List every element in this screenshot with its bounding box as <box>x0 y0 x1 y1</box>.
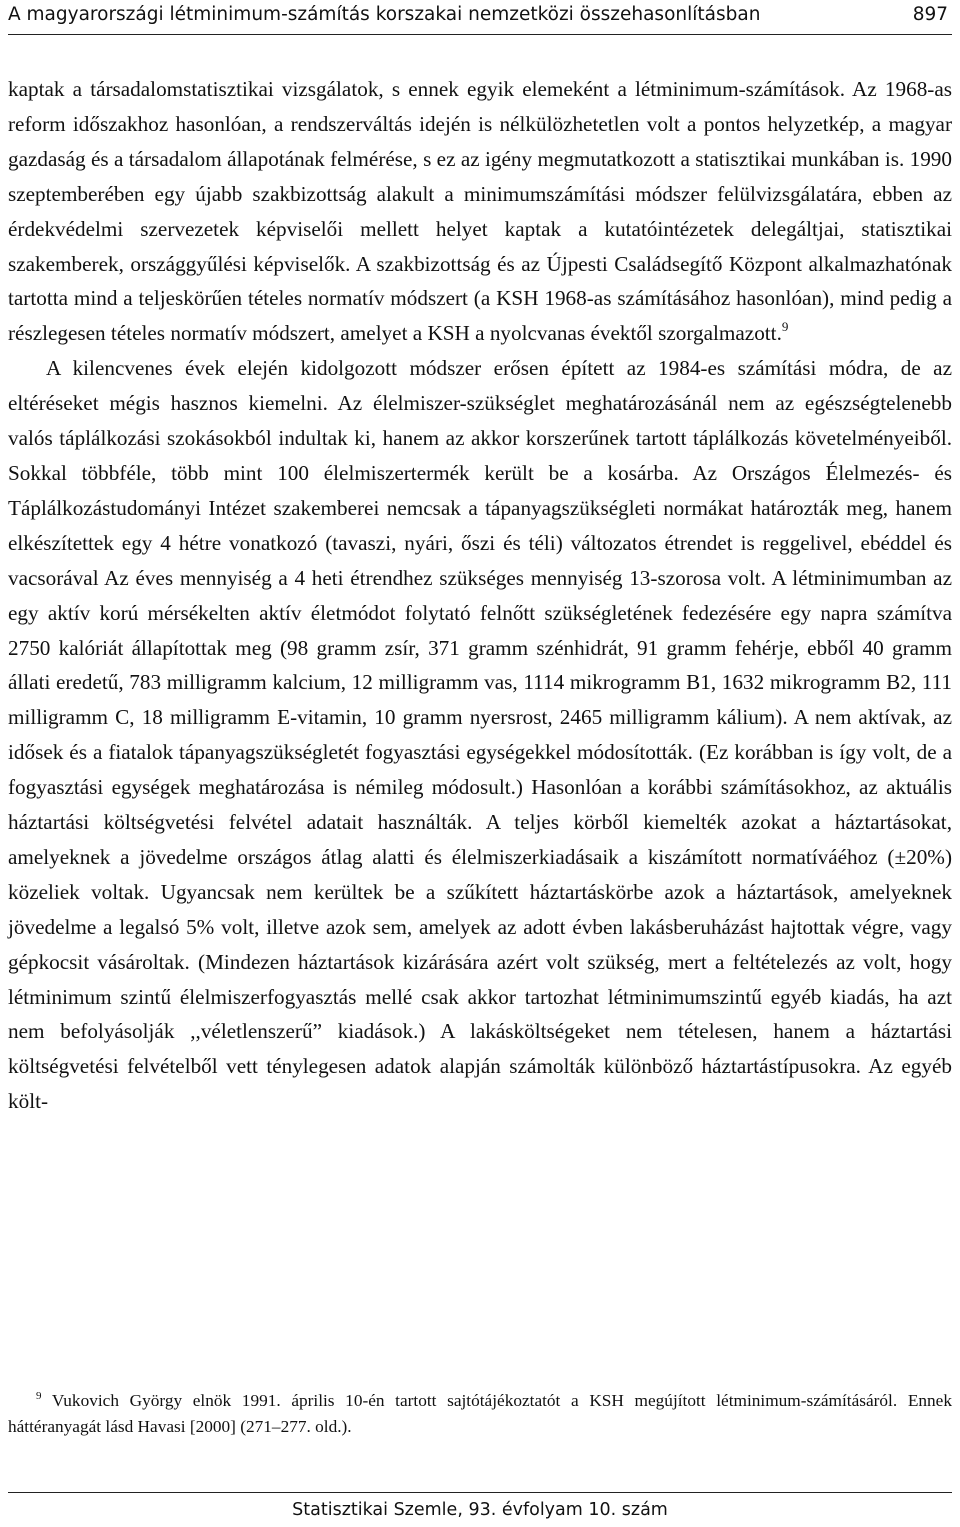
footnotes <box>8 1388 952 1440</box>
running-title: A magyarországi létminimum-számítás korszakai nemzetközi összehasonlításban <box>8 4 761 25</box>
running-footer: Statisztikai Szemle, 93. évfolyam 10. szám <box>8 1492 952 1527</box>
page-number: 897 <box>912 4 948 25</box>
footnote <box>8 1388 952 1440</box>
paragraph-text: kaptak a társadalomstatisztikai vizsgálatok, s ennek egyik elemeként a létminimum-számítások. Az 1968-as reform időszakhoz hasonlóan, a rendszerváltás idején is nélkülözhetetlen volt a pontos helyzetkép, a magyar gazdaság és a társadalom állapotának felmérése, s ez az igény megmutatkozott a statisztikai munkában is. 1990 szeptemberében egy újabb szakbizottság alakult a minimumszámítási módszer felülvizsgálatára, ebben az érdekvédelmi szervezetek képviselői mellett helyet kaptak a kutatóintézetek delegáltjai, statisztikai szakemberek, országgyűlési képviselők. A szakbizottság és az Újpesti Családsegítő Központ alkalmazhatónak tartotta mind a teljeskörűen tételes normatív módszert (a KSH 1968-as számításához hasonlóan), mind pedig a részlegesen tételes normatív módszert, amelyet a KSH a nyolcvanas évektől szorgalmazott. <box>8 77 952 346</box>
footnote-text: Vukovich György elnök 1991. április 10-én tartott sajtótájékoztatót a KSH megújított létminimum-számításáról. Ennek háttéranyagát lásd Havasi [2000] (271–277. old.). <box>8 1391 952 1436</box>
paragraph <box>8 72 952 351</box>
running-header <box>8 0 952 35</box>
paragraph: A kilencvenes évek elején kidolgozott módszer erősen épített az 1984-es számítási módra, de az eltéréseket mégis hasznos kiemelni. Az élelmiszer-szükséglet meghatározásánál nem az egészségtelenebb valós táplálkozási szokásokból indultak ki, hanem az akkor korszerűnek tartott táplálkozás követelményeiből. Sokkal többféle, több mint 100 élelmiszertermék került be a kosárba. Az Országos Élelmezés- és Táplálkozástudományi Intézet szakemberei nemcsak a tápanyagszükségleti normákat határozták meg, hanem elkészítettek egy 4 hétre vonatkozó (tavaszi, nyári, őszi és téli) változatos étrendet is reggelivel, ebéddel és vacsorával Az éves mennyiség a 4 heti étrendhez szükséges mennyiség 13-szorosa volt. A létminimumban az egy aktív korú mérsékelten aktív életmódot folytató felnőtt szükségletének fedezésére egy napra számítva 2750 kalóriát állapítottak meg (98 gramm zsír, 371 gramm szénhidrát, 91 gramm fehérje, ebből 40 gramm állati eredetű, 783 milligramm kalcium, 12 milligramm vas, 1114 mikrogramm B1, 1632 mikrogramm B2, 111 milligramm C, 18 milligramm E-vitamin, 10 gramm nyersrost, 2465 milligramm kálium). A nem aktívak, az idősek és a fiatalok tápanyagszükségletét fogyasztási egységekkel módosították. (Ez korábban is így volt, de a fogyasztási egységek meghatározása is némileg módosult.) Hasonlóan a korábbi számításokhoz, az aktuális háztartási költségvetési felvétel adatait használták. A teljes körből kiemelték azokat a háztartásokat, amelyeknek a jövedelme országos átlag alatti és élelmiszerkiadásaik a kiszámított normatíváéhoz (±20%) közeliek voltak. Ugyancsak nem kerültek be a szűkített háztartáskörbe azok a háztartások, amelyeknek jövedelme a legalsó 5% volt, illetve azok sem, amelyek az adott évben lakásberuházást hajtottak végre, vagy gépkocsit vásároltak. (Mindezen háztartások kizárására azért volt szükség, mert a feltételezés az volt, hogy létminimum szintű élelmiszerfogyasztás mellé csak akkor tartozhat létminimumszintű egyéb kiadás, ha azt nem befolyásolják ,,véletlenszerű” kiadások.) A lakásköltségeket nem tételesen, hanem a háztartási költségvetési felvételből vett ténylegesen adatok alapján számolták különböző háztartástípusokra. Az egyéb költ- <box>8 356 952 1114</box>
main-text <box>8 72 952 1119</box>
footnote-number: 9 <box>36 1390 42 1402</box>
footnote-reference: 9 <box>781 319 789 335</box>
